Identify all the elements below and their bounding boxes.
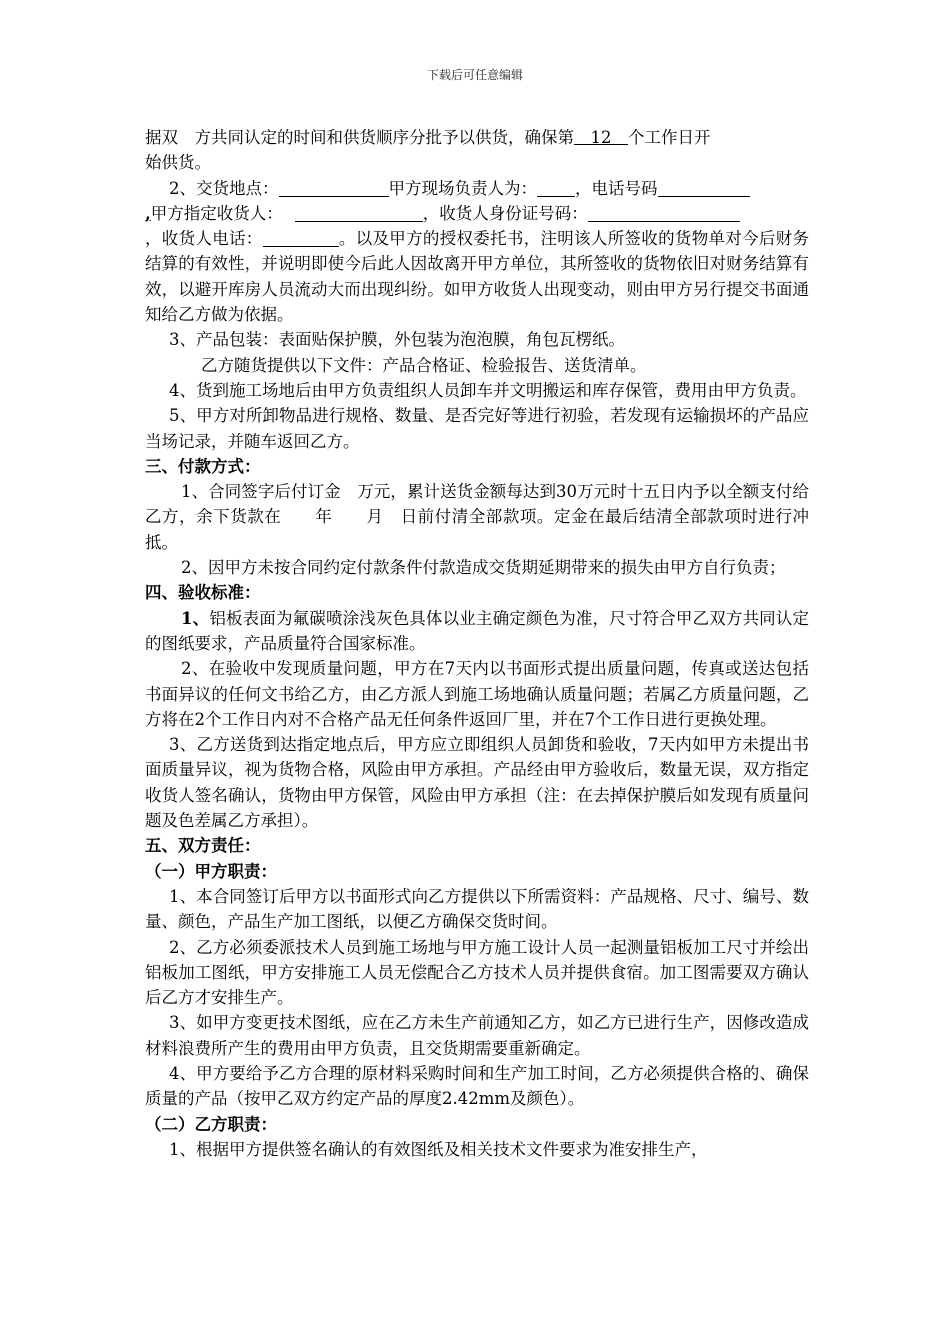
text: ，收货人电话：: [145, 229, 263, 249]
paragraph-party-a-4: 4、甲方要给予乙方合理的原材料采购时间和生产加工时间，乙方必须提供合格的、确保质量的产品（按甲乙双方约定产品的厚度2.42mm及颜色）。: [145, 1063, 809, 1109]
section-heading-payment: 三、付款方式：: [145, 456, 261, 476]
text: 甲方现场负责人为：: [388, 178, 537, 198]
subsection-heading-party-a: （一）甲方职责：: [145, 861, 277, 881]
blank-delivery-location: [279, 178, 389, 197]
blank-receiver: [295, 203, 423, 222]
paragraph-party-a-1: 1、本合同签订后甲方以书面形式向乙方提供以下所需资料：产品规格、尺寸、编号、数量、颜色，产品生产加工图纸，以便乙方确保交货时间。: [145, 886, 809, 932]
text: 个工作日开: [628, 128, 711, 147]
paragraph-unloading: 4、货到施工场地后由甲方负责组织人员卸车并文明搬运和库存保管，费用由甲方负责。: [169, 380, 807, 400]
text: 1、: [181, 608, 210, 628]
paragraph-supply-schedule: [145, 125, 809, 176]
blank-receiver-phone: [263, 228, 339, 247]
text: ，收货人身份证号码：: [422, 203, 588, 223]
document-body: [145, 125, 809, 1162]
paragraph-inspection: 5、甲方对所卸物品进行规格、数量、是否完好等进行初验，若发现有运输损坏的产品应当场记录，并随车返回乙方。: [145, 406, 809, 451]
text: ,: [145, 203, 151, 223]
paragraph-acceptance-2: 2、在验收中发现质量问题，甲方在7天内以书面形式提出质量问题，传真或送达包括书面异议的任何文书给乙方，由乙方派人到施工场地确认质量问题；若属乙方质量问题，乙方将在2个工作日内对不合格产品无任何条件返回厂里，并在7个工作日进行更换处理。: [145, 659, 809, 729]
section-heading-acceptance: 四、验收标准：: [145, 583, 261, 603]
paragraph-delivery-location: [145, 176, 809, 328]
text: ，电话号码: [575, 178, 658, 198]
text: 2、交货地点：: [169, 178, 279, 198]
workday-number: 12: [574, 128, 628, 147]
blank-receiver-id: [588, 203, 740, 222]
text: 。以及甲方的授权委托书，注明该人所签收的货物单对今后财务结算的有效性，并说明即使今后此人因故离开甲方单位，其所签收的货物依旧对财务结算有效，以避开库房人员流动大而出现纠纷。如甲方收货人出现变动，则由甲方另行提交书面通知给乙方做为依据。: [145, 229, 810, 325]
paragraph-party-a-3: 3、如甲方变更技术图纸，应在乙方未生产前通知乙方，如乙方已进行生产，因修改造成材料浪费所产生的费用由甲方负责，且交货期需要重新确定。: [145, 1013, 809, 1058]
paragraph-party-b-1: 1、根据甲方提供签名确认的有效图纸及相关技术文件要求为准安排生产，: [169, 1139, 708, 1159]
paragraph-acceptance-3: 3、乙方送货到达指定地点后，甲方应立即组织人员卸货和验收，7天内如甲方未提出书面质量异议，视为货物合格，风险由甲方承担。产品经由甲方验收后，数量无误，双方指定收货人签名确认，货物由甲方保管，风险由甲方承担（注：在去掉保护膜后如发现有质量问题及色差属乙方承担）。: [145, 735, 809, 831]
text: 据双 方共同认定的时间和供货顺序分批予以供货，确保第: [145, 128, 574, 147]
paragraph-payment-1: 1、合同签字后付订金 万元，累计送货金额每达到30万元时十五日内予以全额支付给乙方，余下货款在 年 月 日前付清全部款项。定金在最后结清全部款项时进行冲抵。: [145, 482, 809, 552]
section-heading-responsibilities: 五、双方责任：: [145, 836, 261, 856]
blank-phone: [658, 178, 750, 197]
text: 铝板表面为氟碳喷涂浅灰色具体以业主确定颜色为准，尺寸符合甲乙双方共同认定的图纸要求，产品质量符合国家标准。: [145, 608, 810, 653]
paragraph-acceptance-1: [145, 606, 809, 657]
subsection-heading-party-b: （二）乙方职责：: [145, 1114, 277, 1134]
paragraph-documents: 乙方随货提供以下文件：产品合格证、检验报告、送货清单。: [201, 355, 647, 375]
paragraph-party-a-2: 2、乙方必须委派技术人员到施工场地与甲方施工设计人员一起测量铝板加工尺寸并绘出铝板加工图纸，甲方安排施工人员无偿配合乙方技术人员并提供食宿。加工图需要双方确认后乙方才安排生产。: [145, 937, 809, 1008]
text: 甲方指定收货人：: [150, 203, 283, 223]
paragraph-payment-2: 2、因甲方未按合同约定付款条件付款造成交货期延期带来的损失由甲方自行负责；: [181, 558, 786, 578]
page-header: 下载后可任意编辑: [426, 68, 523, 82]
paragraph-packaging: 3、产品包装：表面贴保护膜，外包装为泡泡膜，角包瓦楞纸。: [169, 330, 625, 350]
blank-site-manager: [537, 178, 575, 197]
text: 始供货。: [145, 153, 211, 173]
